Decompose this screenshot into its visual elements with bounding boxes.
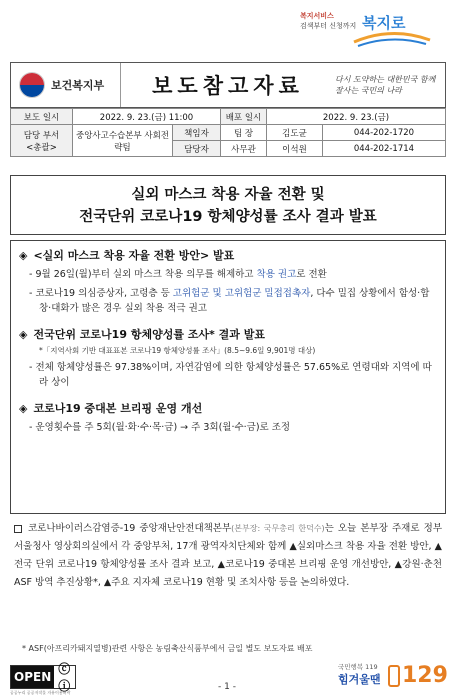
resp-name: 김도균 <box>267 125 323 141</box>
resp-role: 팀 장 <box>221 125 267 141</box>
open-license-text: OPEN <box>11 666 54 688</box>
welfare-logo <box>290 6 440 54</box>
headline-box <box>10 175 446 235</box>
asf-note: * ASF(아프리카돼지열병)관련 사항은 농림축산식품부에서 금일 별도 보도자료 배포 <box>22 644 313 653</box>
square-bullet-icon <box>14 525 22 533</box>
hotline-badge <box>338 662 448 692</box>
dept-label <box>11 125 73 157</box>
s1-b2-pre: 코로나19 의심증상자, 고령층 등 <box>35 288 173 299</box>
release-value: 2022. 9. 23.(금) 11:00 <box>73 109 221 125</box>
resp-phone: 044-202-1720 <box>322 125 445 141</box>
table-row <box>11 125 446 141</box>
para-p2: 는 오늘 본부장 주재로 정부서울청사 영상회의실에서 각 중앙부처, 17개 광역자치단체와 함께 ▲실외마스크 착용 자율 전환 방안, ▲전국 단위 코로나19 항체양성률 조사 결과 보고, ▲코로나19 중대본 브리핑 운영 개선방안, ▲강원·춘천 ASF 방역 추진상황*, ▲주요 지자체 코로나19 현황 및 조치사항 등을 논의하였다. <box>14 523 442 588</box>
dept-sub: <총괄> <box>26 142 57 153</box>
s1-b2-post: , 다수 밀집 상황에서 함성·합창·대화가 많은 경우 실외 착용 적극 권고 <box>39 288 430 314</box>
headline-line1: 실외 마스크 착용 자율 전환 및 <box>131 187 325 203</box>
diamond-icon: ◈ <box>19 248 28 262</box>
open-license-sub: 공공누리 공공저작물 자유이용허락 <box>10 690 71 695</box>
cc-icon: ⓒ ⓘ <box>58 662 71 693</box>
section-heading <box>19 400 437 416</box>
s1-b2-blue: 고위험군 및 고위험군 밀접접촉자 <box>172 288 311 299</box>
s3-b1: 운영횟수를 주 5회(월·화·수·목·금) → 주 3회(월·수·금)로 조정 <box>35 422 291 433</box>
staff-role: 사무관 <box>221 141 267 157</box>
summary-box <box>10 240 446 514</box>
s1-b1-blue: 착용 권고 <box>256 269 297 280</box>
release-label: 보도 일시 <box>11 109 73 125</box>
section-heading <box>19 247 437 263</box>
page-title: 보도참고자료 <box>152 74 304 98</box>
staff-phone: 044-202-1714 <box>322 141 445 157</box>
ministry-block <box>11 63 121 107</box>
section-heading <box>19 326 437 342</box>
section-title: 전국단위 코로나19 항체양성률 조사* 결과 발표 <box>33 328 265 341</box>
s2-b1: 전체 항체양성률은 97.38%이며, 자연감염에 의한 항체양성률은 57.65%로 연령대와 지역에 따라 상이 <box>35 362 432 388</box>
list-item: - 운영횟수를 주 5회(월·화·수·목·금) → 주 3회(월·수·금)로 조정 <box>29 422 291 433</box>
list-item: - 코로나19 의심증상자, 고령층 등 고위험군 및 고위험군 밀접접촉자, 다수 밀집 상황에서 함성·합창·대화가 많은 경우 실외 착용 적극 권고 <box>29 288 430 314</box>
diamond-icon: ◈ <box>19 327 28 341</box>
slogan: 다시 도약하는 대한민국 함께 잘사는 국민의 나라 <box>335 75 436 95</box>
badge-big: 힘겨울땐 <box>338 673 381 686</box>
dist-value: 2022. 9. 23.(금) <box>267 109 446 125</box>
list-item: - 전체 항체양성률은 97.38%이며, 자연감염에 의한 항체양성률은 57.65%로 연령대와 지역에 따라 상이 <box>29 362 432 388</box>
phone-icon <box>388 665 400 687</box>
badge-number: 129 <box>402 663 448 688</box>
ministry-name: 보건복지부 <box>51 79 105 92</box>
logo-brand: 복지로 <box>362 14 406 32</box>
para-p1: 코로나바이러스감염증-19 중앙재난안전대책본부 <box>28 523 232 534</box>
para-gray: (본부장: 국무총리 한덕수) <box>231 524 325 533</box>
dept-label-text: 담당 부서 <box>23 130 60 141</box>
page-number: - 1 - <box>218 682 236 692</box>
logo-small-text: 복지서비스 <box>300 12 334 20</box>
resp-label: 책임자 <box>173 125 221 141</box>
diamond-icon: ◈ <box>19 401 28 415</box>
s1-b1-post: 로 전환 <box>296 269 327 280</box>
list-item: - 9월 26일(월)부터 실외 마스크 착용 의무를 해제하고 착용 권고로 전환 <box>29 269 327 280</box>
staff-name: 이석원 <box>267 141 323 157</box>
body-paragraph <box>14 520 442 592</box>
section-title: <실외 마스크 착용 자율 전환 방안> 발표 <box>33 249 235 262</box>
survey-note: *「지역사회 기반 대표표본 코로나19 항체양성률 조사」(8.5~9.6일 9,901명 대상) <box>39 346 316 355</box>
dept-value: 중앙사고수습본부 사회전략팀 <box>73 125 173 157</box>
badge-small: 국민행복 119 <box>338 663 378 671</box>
press-header <box>10 62 446 108</box>
s1-b1-pre: 9월 26일(월)부터 실외 마스크 착용 의무를 해제하고 <box>35 269 257 280</box>
table-row <box>11 109 446 125</box>
info-table <box>10 108 446 157</box>
taegeuk-icon <box>19 72 45 98</box>
logo-swoosh-icon <box>352 30 432 48</box>
dist-label: 배포 일시 <box>221 109 267 125</box>
headline-line2: 전국단위 코로나19 항체양성률 조사 결과 발표 <box>79 209 377 225</box>
staff-label: 담당자 <box>173 141 221 157</box>
logo-small-text2: 검색부터 신청까지 <box>300 22 357 30</box>
section-title: 코로나19 중대본 브리핑 운영 개선 <box>33 402 203 415</box>
